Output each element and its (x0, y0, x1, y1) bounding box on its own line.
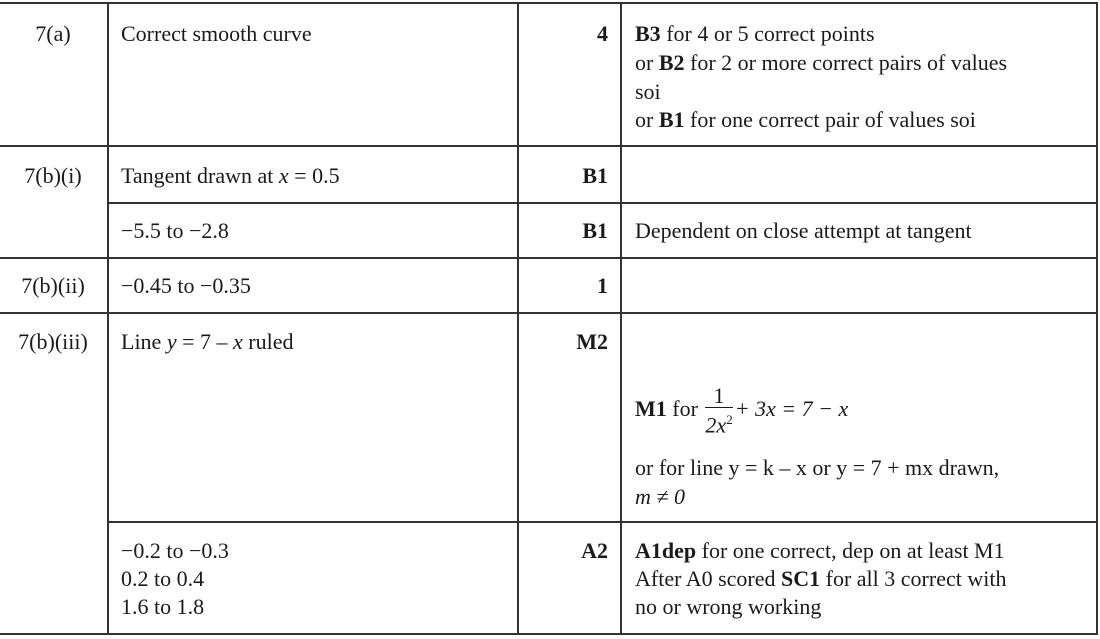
table-bottom-border (0, 633, 1096, 635)
column-divider (107, 2, 109, 635)
table-top-border (0, 2, 1096, 4)
mark-value: B1 (582, 163, 608, 188)
mark-value: 4 (597, 21, 608, 46)
question-number: 7(b)(iii) (18, 329, 88, 354)
guidance-line: or B2 for 2 or more correct pairs of values (635, 50, 1008, 75)
guidance-line: After A0 scored SC1 for all 3 correct with (635, 566, 1007, 591)
guidance-line: or for line y = k – x or y = 7 + mx drawn, (635, 455, 1000, 480)
row-divider (0, 312, 1096, 314)
guidance-line: B3 for 4 or 5 correct points (635, 21, 875, 46)
question-number: 7(b)(i) (24, 163, 82, 188)
answer-text: Tangent drawn at x = 0.5 (121, 163, 340, 188)
row-divider (0, 145, 1096, 147)
mark-value: M2 (576, 329, 608, 354)
answer-text: −5.5 to −2.8 (121, 218, 229, 243)
answer-text: −0.2 to −0.3 (121, 538, 229, 563)
fraction: $\frac{1}{2x^2}$ (705, 383, 733, 438)
column-divider (517, 2, 519, 635)
answer-text: Line y = 7 – x ruled (121, 329, 294, 354)
question-number: 7(b)(ii) (21, 273, 85, 298)
guidance-line: A1dep for one correct, dep on at least M1 (635, 538, 1005, 563)
mark-value: B1 (582, 218, 608, 243)
mark-value: A2 (581, 538, 608, 563)
guidance-line: or B1 for one correct pair of values soi (635, 107, 976, 132)
guidance-line: no or wrong working (635, 594, 822, 619)
question-number: 7(a) (35, 21, 71, 46)
row-divider (0, 257, 1096, 259)
column-divider (620, 2, 622, 635)
mark-value: 1 (597, 273, 608, 298)
guidance-equation: M1 for $\frac{1}{2x^2}$ + 3x = 7 − x (635, 383, 849, 438)
answer-text: Correct smooth curve (121, 21, 312, 46)
guidance-line: m ≠ 0 (635, 484, 685, 509)
row-divider (108, 521, 1096, 523)
answer-text: 1.6 to 1.8 (121, 594, 205, 619)
table-right-border (1096, 2, 1098, 635)
guidance-line: Dependent on close attempt at tangent (635, 218, 972, 243)
row-divider (108, 202, 1096, 204)
guidance-line: soi (635, 79, 661, 104)
answer-text: 0.2 to 0.4 (121, 566, 205, 591)
answer-text: −0.45 to −0.35 (121, 273, 251, 298)
